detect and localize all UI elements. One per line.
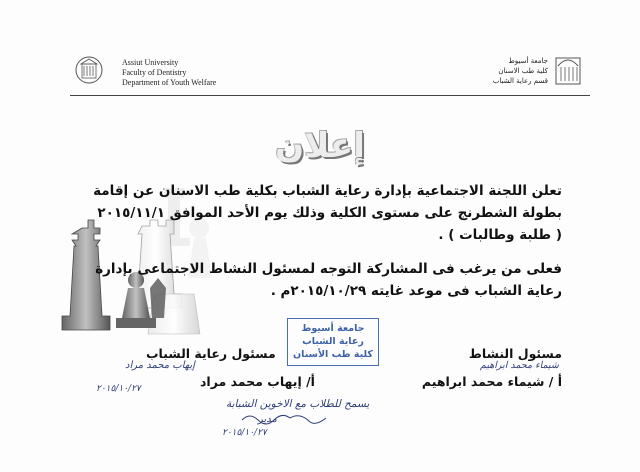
handwritten-approval-note: يسمح للطلاب مع الاخوين الشبابة: [226, 398, 370, 410]
activity-officer-name: أ / شيماء محمد ابراهيم: [421, 374, 562, 389]
header-english: [122, 58, 216, 88]
official-stamp: [287, 318, 379, 366]
faculty-logo-icon: [554, 52, 582, 86]
signature-scribble-icon: [240, 410, 330, 426]
header-university-en: Assiut University: [122, 58, 179, 67]
header-divider: [70, 95, 590, 96]
stamp-line: جامعة أسيوط: [301, 323, 365, 334]
handwritten-approval-signature: مدير: [258, 414, 277, 425]
handwritten-date-left: ٢٠١٥/١٠/٢٧: [96, 384, 141, 394]
youth-welfare-officer-title: مسئول رعاية الشباب: [146, 346, 276, 361]
body-line: ( طلبة وطالبات ) .: [438, 227, 562, 243]
header-department-en: Department of Youth Welfare: [122, 78, 217, 87]
handwritten-signature-left: إيهاب محمد مراد: [125, 360, 195, 371]
activity-officer-title: مسئول النشاط: [468, 346, 562, 361]
body-line: تعلن اللجنة الاجتماعية بإدارة رعاية الشباب بكلية طب الاسنان عن إقامة: [93, 183, 562, 199]
header-university-ar: جامعة أسيوط: [508, 57, 548, 65]
body-line: فعلى من يرغب فى المشاركة التوجه لمسئول النشاط الاجتماعى بإدارة: [95, 261, 562, 277]
announcement-title: إعلان: [275, 126, 365, 166]
university-logo-icon: [74, 54, 104, 88]
header-faculty-en: Faculty of Dentistry: [122, 68, 187, 77]
youth-welfare-officer-name: أ/ إيهاب محمد مراد: [200, 374, 315, 389]
stamp-line: رعاية الشباب: [302, 336, 364, 347]
header-arabic: [493, 56, 548, 86]
body-line: بطولة الشطرنج على مستوى الكلية وذلك يوم الأحد الموافق ٢٠١٥/١١/١: [97, 205, 562, 221]
announcement-body: [62, 180, 562, 302]
stamp-line: كلية طب الأسنان: [293, 349, 373, 360]
handwritten-signature-right: شيماء محمد ابراهيم: [480, 360, 559, 371]
body-line: رعاية الشباب فى موعد غايته ٢٠١٥/١٠/٢٩م .: [270, 283, 562, 299]
handwritten-approval-date: ٢٠١٥/١٠/٢٧: [222, 428, 267, 438]
header-faculty-ar: كلية طب الاسنان: [498, 67, 548, 75]
header-department-ar: قسم رعاية الشباب: [492, 77, 548, 85]
